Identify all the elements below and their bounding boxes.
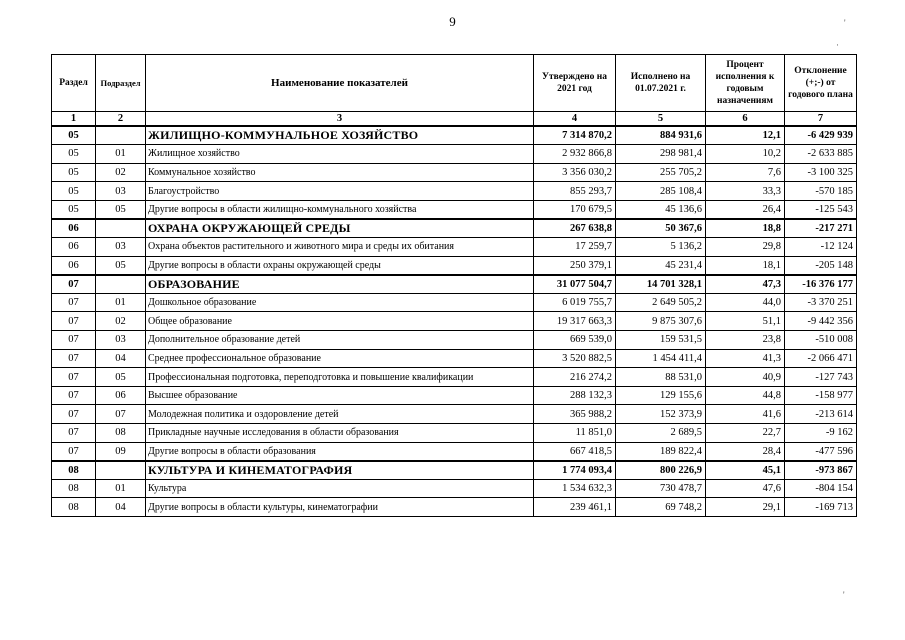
cell-section: 07 [52,331,96,350]
cell-approved: 170 679,5 [534,200,616,219]
cell-section: 07 [52,368,96,387]
header-approved: Утверждено на 2021 год [534,55,616,112]
cell-percent: 12,1 [706,126,785,145]
table-row [52,293,857,312]
cell-percent: 28,4 [706,442,785,461]
cell-name: Благоустройство [146,182,534,201]
column-number: 5 [616,112,706,127]
cell-subsection: 05 [96,256,146,275]
cell-deviation: -973 867 [785,461,857,480]
header-subsection: Подраздел [96,55,146,112]
cell-executed: 800 226,9 [616,461,706,480]
cell-approved: 6 019 755,7 [534,293,616,312]
cell-subsection: 07 [96,405,146,424]
cell-name: Прикладные научные исследования в области образования [146,424,534,443]
cell-subsection: 02 [96,163,146,182]
column-number: 2 [96,112,146,127]
cell-subsection [96,275,146,294]
cell-approved: 17 259,7 [534,238,616,257]
cell-deviation: -16 376 177 [785,275,857,294]
cell-percent: 51,1 [706,312,785,331]
column-number: 1 [52,112,96,127]
scan-mark: · [836,40,839,50]
cell-approved: 239 461,1 [534,498,616,517]
cell-section: 06 [52,219,96,238]
cell-name: Другие вопросы в области охраны окружающей среды [146,256,534,275]
cell-deviation: -125 543 [785,200,857,219]
cell-executed: 1 454 411,4 [616,349,706,368]
table-row [52,331,857,350]
cell-name: Охрана объектов растительного и животного мира и среды их обитания [146,238,534,257]
column-number: 6 [706,112,785,127]
cell-name: Общее образование [146,312,534,331]
cell-subsection: 03 [96,331,146,350]
cell-executed: 88 531,0 [616,368,706,387]
cell-approved: 250 379,1 [534,256,616,275]
table-row [52,163,857,182]
cell-percent: 44,0 [706,293,785,312]
cell-name: Коммунальное хозяйство [146,163,534,182]
page-number: 9 [449,14,456,29]
cell-approved: 31 077 504,7 [534,275,616,294]
cell-approved: 3 356 030,2 [534,163,616,182]
cell-name: Среднее профессиональное образование [146,349,534,368]
cell-executed: 285 108,4 [616,182,706,201]
cell-approved: 216 274,2 [534,368,616,387]
cell-percent: 18,1 [706,256,785,275]
cell-deviation: -12 124 [785,238,857,257]
cell-subsection: 03 [96,238,146,257]
cell-percent: 10,2 [706,145,785,164]
cell-subsection [96,126,146,145]
table-row [52,442,857,461]
cell-subsection: 01 [96,145,146,164]
header-executed: Исполнено на 01.07.2021 г. [616,55,706,112]
cell-section: 05 [52,126,96,145]
cell-deviation: -127 743 [785,368,857,387]
cell-percent: 23,8 [706,331,785,350]
cell-name: Культура [146,479,534,498]
cell-name: Профессиональная подготовка, переподготовка и повышение квалификации [146,368,534,387]
cell-percent: 22,7 [706,424,785,443]
cell-percent: 40,9 [706,368,785,387]
cell-section: 08 [52,498,96,517]
cell-executed: 45 136,6 [616,200,706,219]
cell-executed: 50 367,6 [616,219,706,238]
cell-percent: 18,8 [706,219,785,238]
cell-deviation: -158 977 [785,386,857,405]
table-row [52,200,857,219]
cell-deviation: -217 271 [785,219,857,238]
cell-subsection: 05 [96,200,146,219]
cell-approved: 669 539,0 [534,331,616,350]
header-percent: Процент исполнения к годовым назначениям [706,55,785,112]
cell-executed: 69 748,2 [616,498,706,517]
cell-approved: 267 638,8 [534,219,616,238]
cell-percent: 44,8 [706,386,785,405]
cell-executed: 2 649 505,2 [616,293,706,312]
column-number-row [52,112,857,127]
table-row [52,405,857,424]
cell-approved: 11 851,0 [534,424,616,443]
cell-approved: 855 293,7 [534,182,616,201]
cell-name: ЖИЛИЩНО-КОММУНАЛЬНОЕ ХОЗЯЙСТВО [146,126,534,145]
cell-executed: 255 705,2 [616,163,706,182]
cell-deviation: -205 148 [785,256,857,275]
cell-percent: 41,6 [706,405,785,424]
table-row [52,349,857,368]
cell-executed: 159 531,5 [616,331,706,350]
cell-approved: 3 520 882,5 [534,349,616,368]
column-number: 3 [146,112,534,127]
column-number: 4 [534,112,616,127]
cell-subsection: 05 [96,368,146,387]
cell-approved: 1 774 093,4 [534,461,616,480]
cell-approved: 7 314 870,2 [534,126,616,145]
cell-section: 05 [52,200,96,219]
cell-deviation: -3 370 251 [785,293,857,312]
cell-section: 05 [52,163,96,182]
cell-approved: 2 932 866,8 [534,145,616,164]
cell-subsection: 03 [96,182,146,201]
cell-section: 07 [52,312,96,331]
cell-percent: 7,6 [706,163,785,182]
cell-deviation: -169 713 [785,498,857,517]
cell-name: Жилищное хозяйство [146,145,534,164]
cell-executed: 9 875 307,6 [616,312,706,331]
cell-executed: 730 478,7 [616,479,706,498]
header-deviation: Отклонение (+;-) от годового плана [785,55,857,112]
column-number: 7 [785,112,857,127]
budget-table [51,54,857,517]
cell-subsection: 02 [96,312,146,331]
cell-executed: 152 373,9 [616,405,706,424]
cell-subsection: 08 [96,424,146,443]
cell-deviation: -510 008 [785,331,857,350]
cell-deviation: -213 614 [785,405,857,424]
cell-percent: 29,8 [706,238,785,257]
table-row [52,145,857,164]
cell-percent: 41,3 [706,349,785,368]
table-row [52,256,857,275]
cell-subsection: 09 [96,442,146,461]
table-row [52,498,857,517]
cell-section: 08 [52,479,96,498]
cell-approved: 19 317 663,3 [534,312,616,331]
cell-deviation: -9 442 356 [785,312,857,331]
cell-section: 07 [52,424,96,443]
scan-mark: ' [843,590,845,600]
cell-name: Высшее образование [146,386,534,405]
cell-subsection: 04 [96,349,146,368]
cell-name: КУЛЬТУРА И КИНЕМАТОГРАФИЯ [146,461,534,480]
cell-executed: 129 155,6 [616,386,706,405]
table-row [52,479,857,498]
cell-deviation: -3 100 325 [785,163,857,182]
cell-executed: 14 701 328,1 [616,275,706,294]
cell-section: 07 [52,405,96,424]
cell-name: Дополнительное образование детей [146,331,534,350]
cell-executed: 5 136,2 [616,238,706,257]
cell-executed: 189 822,4 [616,442,706,461]
table-row [52,238,857,257]
cell-percent: 33,3 [706,182,785,201]
cell-approved: 288 132,3 [534,386,616,405]
cell-section: 07 [52,275,96,294]
cell-section: 06 [52,238,96,257]
cell-subsection: 01 [96,293,146,312]
table-row [52,368,857,387]
cell-section: 08 [52,461,96,480]
table-row [52,182,857,201]
cell-deviation: -804 154 [785,479,857,498]
cell-name: Другие вопросы в области жилищно-коммунального хозяйства [146,200,534,219]
cell-section: 07 [52,349,96,368]
cell-subsection: 06 [96,386,146,405]
cell-executed: 45 231,4 [616,256,706,275]
cell-executed: 884 931,6 [616,126,706,145]
cell-section: 05 [52,145,96,164]
cell-percent: 47,6 [706,479,785,498]
cell-percent: 26,4 [706,200,785,219]
cell-name: ОБРАЗОВАНИЕ [146,275,534,294]
table-row [52,424,857,443]
cell-percent: 47,3 [706,275,785,294]
cell-section: 06 [52,256,96,275]
cell-deviation: -570 185 [785,182,857,201]
cell-executed: 2 689,5 [616,424,706,443]
cell-deviation: -6 429 939 [785,126,857,145]
cell-subsection: 01 [96,479,146,498]
cell-section: 07 [52,293,96,312]
section-row [52,219,857,238]
cell-subsection [96,461,146,480]
header-name: Наименование показателей [146,55,534,112]
cell-section: 07 [52,386,96,405]
cell-section: 05 [52,182,96,201]
cell-name: Дошкольное образование [146,293,534,312]
cell-deviation: -2 066 471 [785,349,857,368]
cell-subsection: 04 [96,498,146,517]
table-row [52,386,857,405]
cell-name: Другие вопросы в области образования [146,442,534,461]
cell-name: ОХРАНА ОКРУЖАЮЩЕЙ СРЕДЫ [146,219,534,238]
cell-approved: 365 988,2 [534,405,616,424]
cell-executed: 298 981,4 [616,145,706,164]
table-row [52,312,857,331]
cell-percent: 29,1 [706,498,785,517]
header-section: Раздел [52,55,96,112]
section-row [52,461,857,480]
cell-name: Другие вопросы в области культуры, кинематографии [146,498,534,517]
cell-subsection [96,219,146,238]
cell-deviation: -2 633 885 [785,145,857,164]
section-row [52,275,857,294]
table-body [52,126,857,516]
section-row [52,126,857,145]
cell-percent: 45,1 [706,461,785,480]
cell-deviation: -9 162 [785,424,857,443]
cell-deviation: -477 596 [785,442,857,461]
cell-approved: 1 534 632,3 [534,479,616,498]
cell-approved: 667 418,5 [534,442,616,461]
cell-name: Молодежная политика и оздоровление детей [146,405,534,424]
cell-section: 07 [52,442,96,461]
table-header [52,55,857,127]
scan-mark: ' [844,18,846,28]
